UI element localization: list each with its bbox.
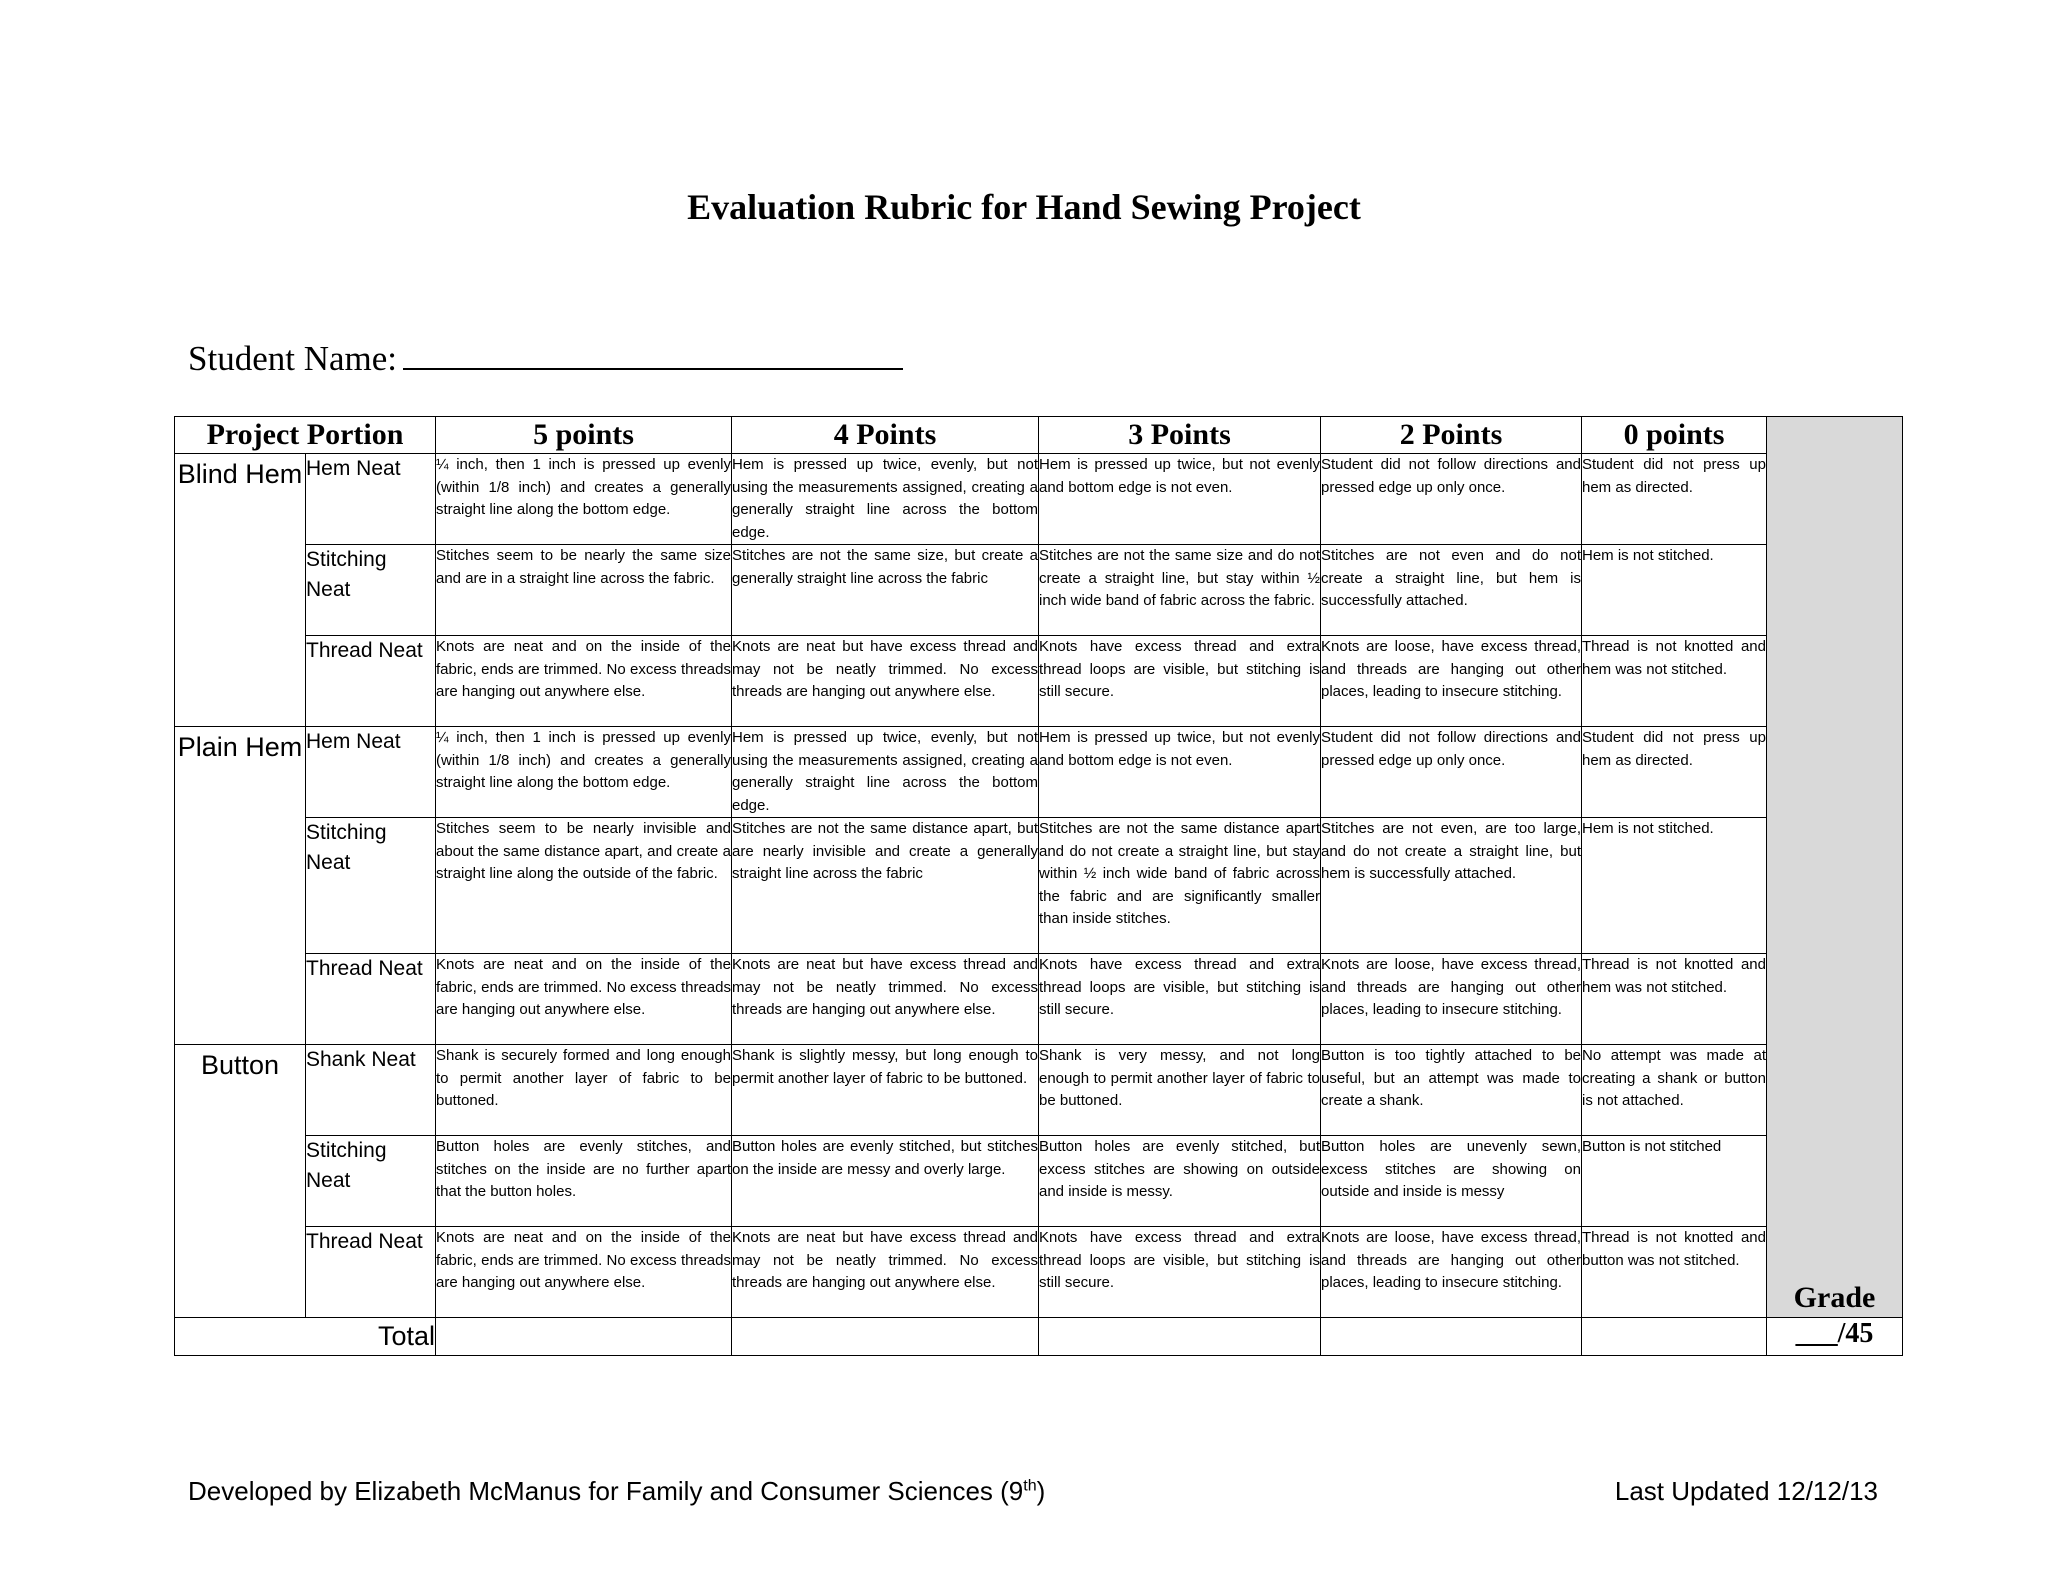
rubric-cell: Shank is slightly messy, but long enough to permit another layer of fabric to be buttoned. [732, 1045, 1039, 1136]
criterion-label: Thread Neat [306, 636, 436, 727]
table-row [175, 454, 1903, 545]
rubric-cell: Button is too tightly attached to be useful, but an attempt was made to create a shank. [1321, 1045, 1582, 1136]
footer-credit [188, 1476, 1045, 1507]
criterion-label: Stitching Neat [306, 1136, 436, 1227]
rubric-cell: Knots are loose, have excess thread, and threads are hanging out other places, leading to insecure stitching. [1321, 636, 1582, 727]
rubric-cell: Knots are neat and on the inside of the fabric, ends are trimmed. No excess threads are hanging out anywhere else. [436, 954, 732, 1045]
rubric-cell: Button holes are unevenly sewn, excess stitches are showing on outside and inside is messy [1321, 1136, 1582, 1227]
rubric-cell: Knots are loose, have excess thread, and threads are hanging out other places, leading to insecure stitching. [1321, 1227, 1582, 1318]
rubric-cell: Thread is not knotted and hem was not stitched. [1582, 636, 1767, 727]
table-row [175, 727, 1903, 818]
rubric-cell: Hem is pressed up twice, evenly, but not using the measurements assigned, creating a generally straight line across the bottom edge. [732, 454, 1039, 545]
rubric-cell: Knots have excess thread and extra thread loops are visible, but stitching is still secure. [1039, 636, 1321, 727]
footer-last-updated: Last Updated 12/12/13 [1614, 1476, 1878, 1506]
rubric-cell: Student did not follow directions and pressed edge up only once. [1321, 727, 1582, 818]
rubric-cell: Button holes are evenly stitches, and stitches on the inside are no further apart that the button holes. [436, 1136, 732, 1227]
header-3-points: 3 Points [1039, 417, 1321, 454]
rubric-cell: Student did not press up hem as directed. [1582, 727, 1767, 818]
rubric-cell: Shank is very messy, and not long enough to permit another layer of fabric to be buttoned. [1039, 1045, 1321, 1136]
total-cell [1321, 1318, 1582, 1356]
rubric-cell: Knots have excess thread and extra thread loops are visible, but stitching is still secure. [1039, 1227, 1321, 1318]
header-4-points: 4 Points [732, 417, 1039, 454]
grade-column [1767, 417, 1903, 1318]
rubric-cell: Stitches are not the same distance apart and do not create a straight line, but stay within ½ inch wide band of fabric across the fabric and are significantly smaller than inside stitches. [1039, 818, 1321, 954]
rubric-cell: Hem is pressed up twice, evenly, but not using the measurements assigned, creating a generally straight line across the bottom edge. [732, 727, 1039, 818]
rubric-cell: Stitches are not even, are too large, and do not create a straight line, but hem is successfully attached. [1321, 818, 1582, 954]
table-row [175, 636, 1903, 727]
table-row [175, 1136, 1903, 1227]
rubric-cell: Stitches are not the same size, but create a generally straight line across the fabric [732, 545, 1039, 636]
rubric-cell: Knots are neat but have excess thread and may not be neatly trimmed. No excess threads are hanging out anywhere else. [732, 636, 1039, 727]
header-2-points: 2 Points [1321, 417, 1582, 454]
header-5-points: 5 points [436, 417, 732, 454]
total-cell [1039, 1318, 1321, 1356]
rubric-cell: Knots are neat but have excess thread and may not be neatly trimmed. No excess threads are hanging out anywhere else. [732, 954, 1039, 1045]
criterion-label: Thread Neat [306, 1227, 436, 1318]
criterion-label: Hem Neat [306, 727, 436, 818]
total-cell [436, 1318, 732, 1356]
footer-credit-superscript: th [1023, 1477, 1037, 1495]
page-title: Evaluation Rubric for Hand Sewing Project [687, 187, 1361, 227]
rubric-cell: Stitches seem to be nearly the same size and are in a straight line across the fabric. [436, 545, 732, 636]
rubric-cell: Button holes are evenly stitched, but stitches on the inside are messy and overly large. [732, 1136, 1039, 1227]
rubric-cell: Knots have excess thread and extra thread loops are visible, but stitching is still secure. [1039, 954, 1321, 1045]
student-name-label: Student Name: [188, 339, 397, 378]
student-name-field [188, 338, 903, 379]
criterion-label: Shank Neat [306, 1045, 436, 1136]
total-row [175, 1318, 1903, 1356]
header-0-points: 0 points [1582, 417, 1767, 454]
section-plain-hem: Plain Hem [175, 727, 306, 1045]
rubric-cell: Student did not press up hem as directed. [1582, 454, 1767, 545]
rubric-cell: Knots are neat and on the inside of the fabric, ends are trimmed. No excess threads are hanging out anywhere else. [436, 636, 732, 727]
rubric-cell: Shank is securely formed and long enough to permit another layer of fabric to be buttoned. [436, 1045, 732, 1136]
rubric-cell: Stitches seem to be nearly invisible and about the same distance apart, and create a straight line along the outside of the fabric. [436, 818, 732, 954]
table-row [175, 954, 1903, 1045]
rubric-cell: Thread is not knotted and hem was not stitched. [1582, 954, 1767, 1045]
rubric-table [174, 416, 1903, 1356]
rubric-cell: Hem is pressed up twice, but not evenly and bottom edge is not even. [1039, 454, 1321, 545]
rubric-cell: Stitches are not even and do not create a straight line, but hem is successfully attached. [1321, 545, 1582, 636]
rubric-cell: Stitches are not the same distance apart, but are nearly invisible and create a generally straight line across the fabric [732, 818, 1039, 954]
rubric-cell: Knots are neat but have excess thread and may not be neatly trimmed. No excess threads are hanging out anywhere else. [732, 1227, 1039, 1318]
rubric-cell: Thread is not knotted and button was not stitched. [1582, 1227, 1767, 1318]
rubric-cell: Knots are neat and on the inside of the fabric, ends are trimmed. No excess threads are hanging out anywhere else. [436, 1227, 732, 1318]
grade-label: Grade [1793, 1281, 1876, 1314]
rubric-cell: No attempt was made at creating a shank or button is not attached. [1582, 1045, 1767, 1136]
criterion-label: Stitching Neat [306, 545, 436, 636]
rubric-cell: Hem is not stitched. [1582, 545, 1767, 636]
rubric-cell: Hem is not stitched. [1582, 818, 1767, 954]
footer-credit-close: ) [1036, 1476, 1046, 1506]
rubric-cell: ¼ inch, then 1 inch is pressed up evenly (within 1/8 inch) and creates a generally straight line along the bottom edge. [436, 727, 732, 818]
footer-credit-text: Developed by Elizabeth McManus for Family and Consumer Sciences (9 [188, 1476, 1024, 1506]
table-row [175, 1045, 1903, 1136]
criterion-label: Hem Neat [306, 454, 436, 545]
criterion-label: Thread Neat [306, 954, 436, 1045]
total-label: Total [175, 1318, 436, 1356]
table-row [175, 1227, 1903, 1318]
rubric-cell: Button is not stitched [1582, 1136, 1767, 1227]
grade-value: ___/45 [1767, 1318, 1903, 1356]
section-button: Button [175, 1045, 306, 1318]
rubric-cell: Hem is pressed up twice, but not evenly and bottom edge is not even. [1039, 727, 1321, 818]
rubric-cell: Button holes are evenly stitched, but excess stitches are showing on outside and inside is messy. [1039, 1136, 1321, 1227]
total-cell [732, 1318, 1039, 1356]
header-row [175, 417, 1903, 454]
student-name-blank [403, 338, 903, 370]
section-blind-hem: Blind Hem [175, 454, 306, 727]
rubric-cell: ¼ inch, then 1 inch is pressed up evenly (within 1/8 inch) and creates a generally straight line along the bottom edge. [436, 454, 732, 545]
header-project-portion: Project Portion [175, 417, 436, 454]
rubric-cell: Stitches are not the same size and do not create a straight line, but stay within ½ inch wide band of fabric across the fabric. [1039, 545, 1321, 636]
criterion-label: Stitching Neat [306, 818, 436, 954]
rubric-cell: Student did not follow directions and pressed edge up only once. [1321, 454, 1582, 545]
table-row [175, 545, 1903, 636]
total-cell [1582, 1318, 1767, 1356]
rubric-cell: Knots are loose, have excess thread, and threads are hanging out other places, leading to insecure stitching. [1321, 954, 1582, 1045]
table-row [175, 818, 1903, 954]
